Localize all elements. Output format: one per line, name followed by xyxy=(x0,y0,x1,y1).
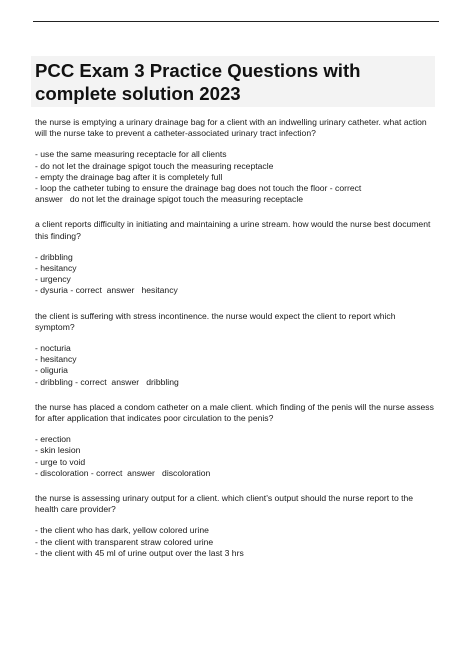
option-line: - erection xyxy=(35,434,71,445)
top-divider xyxy=(33,21,439,22)
title-block xyxy=(31,56,435,107)
question-block xyxy=(35,493,435,559)
option-line: - hesitancy xyxy=(35,263,77,274)
option-line: - urgency xyxy=(35,274,71,285)
options-list xyxy=(35,149,435,205)
option-line: - urge to void xyxy=(35,456,86,467)
option-line: - use the same measuring receptacle for all clients xyxy=(35,149,227,160)
options-list xyxy=(35,252,435,297)
option-line: - empty the drainage bag after it is completely full xyxy=(35,171,223,182)
question-text: the nurse is emptying a urinary drainage bag for a client with an indwelling urinary catheter. what action will the nurse take to prevent a catheter-associated urinary tract infection? xyxy=(35,117,427,139)
option-line: - dribbling xyxy=(35,251,73,262)
question-block xyxy=(35,219,435,296)
answer-line: - dribbling - correct answer dribbling xyxy=(35,376,179,387)
question-block xyxy=(35,311,435,388)
answer-line: - discoloration - correct answer discoloration xyxy=(35,467,211,478)
option-line: - nocturia xyxy=(35,343,71,354)
document-title: PCC Exam 3 Practice Questions with complete solution 2023 xyxy=(35,60,361,104)
answer-line: - dysuria - correct answer hesitancy xyxy=(35,285,178,296)
question-block xyxy=(35,117,435,205)
option-line: - do not let the drainage spigot touch the measuring receptacle xyxy=(35,160,274,171)
answer-line: answer do not let the drainage spigot touch the measuring receptacle xyxy=(35,194,304,205)
option-line: - loop the catheter tubing to ensure the drainage bag does not touch the floor - correct xyxy=(35,183,362,194)
question-text: the client is suffering with stress incontinence. the nurse would expect the client to report which symptom? xyxy=(35,310,396,332)
option-line: - the client who has dark, yellow colored urine xyxy=(35,525,209,536)
options-list xyxy=(35,434,435,479)
option-line: - oliguria xyxy=(35,365,68,376)
options-list xyxy=(35,343,435,388)
question-block xyxy=(35,402,435,479)
question-text: the nurse is assessing urinary output for a client. which client's output should the nurse report to the health care provider? xyxy=(35,493,414,515)
option-line: - skin lesion xyxy=(35,445,81,456)
option-line: - hesitancy xyxy=(35,354,77,365)
question-text: the nurse has placed a condom catheter on a male client. which finding of the penis will the nurse assess for after application that indicates poor circulation to the penis? xyxy=(35,401,434,424)
document-page xyxy=(35,56,435,559)
options-list xyxy=(35,525,435,559)
option-line: - the client with 45 ml of urine output over the last 3 hrs xyxy=(35,547,244,558)
question-text: a client reports difficulty in initiating and maintaining a urine stream. how would the nurse best document this finding? xyxy=(35,219,431,241)
option-line: - the client with transparent straw colored urine xyxy=(35,536,214,547)
